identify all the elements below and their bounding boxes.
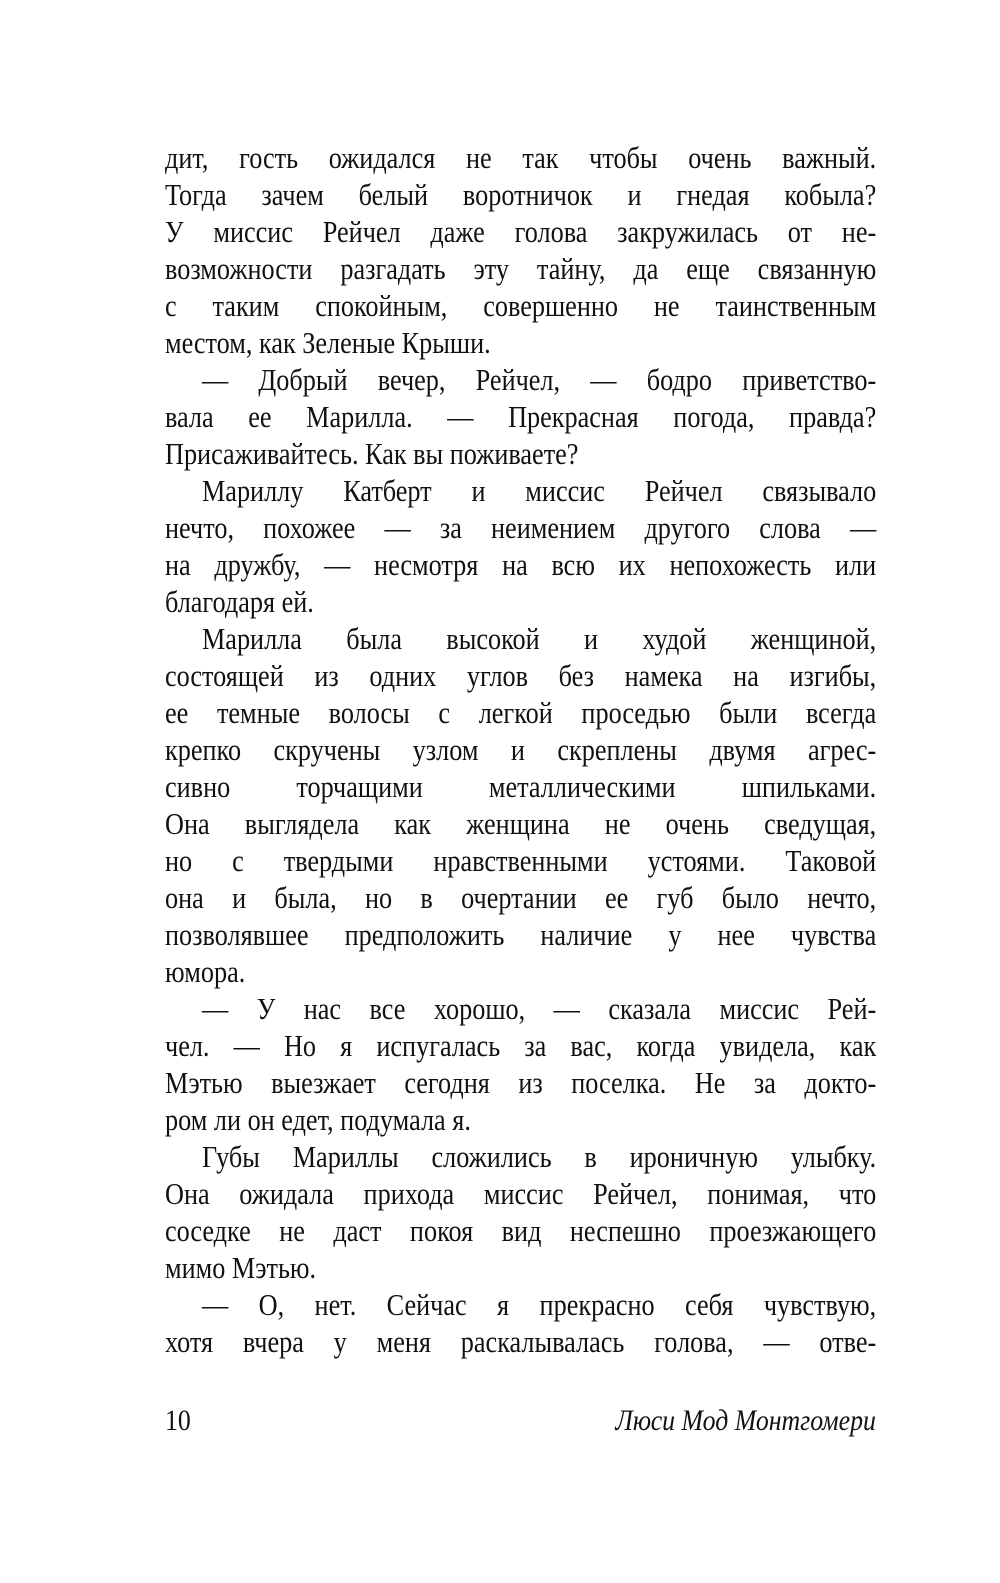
text-line: Она ожидала прихода миссис Рейчел, понимая, что [165, 1177, 877, 1211]
running-head-author: Люси Мод Монтгомери [615, 1404, 876, 1437]
text-line: сивно торчащими металлическими шпильками. [165, 770, 877, 804]
page-footer [165, 1404, 876, 1444]
text-line: нечто, похожее — за неимением другого слова — [165, 511, 877, 545]
text-line: — У нас все хорошо, — сказала миссис Рей- [201, 992, 877, 1026]
text-line: Тогда зачем белый воротничок и гнедая кобыла? [165, 178, 877, 212]
text-line: юмора. [165, 955, 246, 989]
text-line: Мариллу Катберт и миссис Рейчел связывало [201, 474, 877, 508]
text-line: она и была, но в очертании ее губ было нечто, [165, 881, 877, 915]
text-line: на дружбу, — несмотря на всю их непохожесть или [165, 548, 877, 582]
text-line: чел. — Но я испугалась за вас, когда увидела, как [165, 1029, 877, 1063]
text-line: местом, как Зеленые Крыши. [165, 326, 491, 360]
text-line: возможности разгадать эту тайну, да еще связанную [165, 252, 877, 286]
text-line: Мэтью выезжает сегодня из поселка. Не за докто- [165, 1066, 877, 1100]
text-line: — О, нет. Сейчас я прекрасно себя чувствую, [201, 1288, 877, 1322]
text-line: Марилла была высокой и худой женщиной, [201, 622, 877, 656]
text-line: благодаря ей. [165, 585, 314, 619]
text-line: Она выглядела как женщина не очень сведущая, [165, 807, 877, 841]
page-number: 10 [165, 1404, 191, 1437]
text-line: соседке не даст покоя вид неспешно проезжающего [165, 1214, 877, 1248]
text-line: хотя вчера у меня раскалывалась голова, — отве- [165, 1325, 877, 1359]
text-line: — Добрый вечер, Рейчел, — бодро приветство- [201, 363, 877, 397]
text-line: У миссис Рейчел даже голова закружилась от не- [165, 215, 877, 249]
body-text [165, 140, 876, 1361]
text-line: Присаживайтесь. Как вы поживаете? [165, 437, 579, 471]
text-line: с таким спокойным, совершенно не таинственным [165, 289, 877, 323]
text-line: мимо Мэтью. [165, 1251, 317, 1285]
text-line: крепко скручены узлом и скреплены двумя агрес- [165, 733, 877, 767]
text-line: ее темные волосы с легкой проседью были всегда [165, 696, 877, 730]
text-line: Губы Мариллы сложились в ироничную улыбку. [201, 1140, 877, 1174]
text-line: вала ее Марилла. — Прекрасная погода, правда? [165, 400, 877, 434]
text-line: но с твердыми нравственными устоями. Таковой [165, 844, 877, 878]
text-line: позволявшее предположить наличие у нее чувства [165, 918, 877, 952]
text-line: ром ли он едет, подумала я. [165, 1103, 471, 1137]
text-line: состоящей из одних углов без намека на изгибы, [165, 659, 877, 693]
text-line: дит, гость ожидался не так чтобы очень важный. [165, 141, 877, 175]
